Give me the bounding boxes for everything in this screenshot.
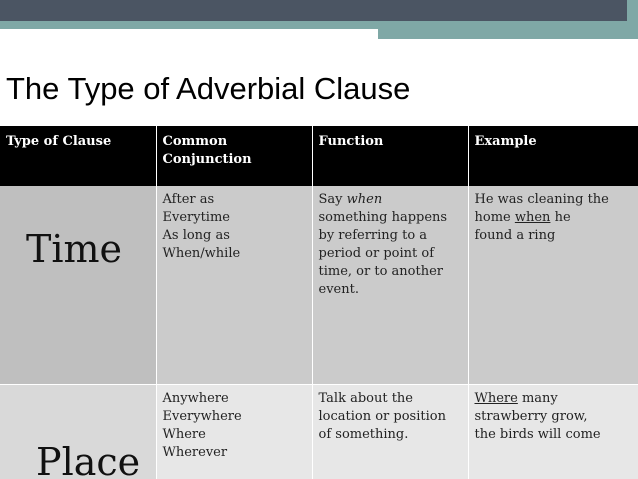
example-text: he [550, 210, 571, 225]
header-conjunction: Conjunction [162, 152, 252, 167]
example-line: strawberry grow, [474, 408, 588, 424]
header-common-conjunction [156, 126, 312, 186]
header-example: Example [468, 126, 638, 186]
conjunction-item: Wherever [162, 444, 228, 460]
example-text: many [517, 390, 558, 406]
example-line [475, 390, 633, 408]
slide-title: The Type of Adverbial Clause [6, 71, 411, 106]
table-header-row [0, 126, 638, 186]
example-line: found a ring [474, 228, 556, 243]
cell-function-time [312, 186, 468, 384]
adverbial-clause-table [0, 126, 638, 479]
cell-example-time [468, 186, 638, 384]
header-corner-accent [627, 0, 638, 21]
header-dark-bar [0, 0, 638, 21]
conjunction-item: Anywhere [162, 390, 229, 406]
function-line: time, or to another [318, 264, 443, 279]
conjunction-item: After as [162, 192, 215, 207]
function-line: location or position [318, 408, 446, 424]
function-line: Talk about the [318, 390, 413, 406]
example-text: home [474, 210, 515, 225]
function-line: of something. [318, 426, 409, 442]
cell-clause-type-time [0, 186, 156, 384]
cell-conjunctions-place [156, 384, 312, 479]
example-line [475, 209, 633, 227]
cell-example-place [468, 384, 638, 479]
function-emphasis: when [346, 192, 383, 207]
conjunction-item: Everywhere [162, 408, 242, 424]
header-teal-accent [378, 25, 638, 39]
clause-type-place: Place [36, 439, 141, 479]
header-type-of-clause: Type of Clause [0, 126, 156, 186]
cell-function-place [312, 384, 468, 479]
conjunction-item: When/while [162, 246, 241, 261]
function-prefix: Say [318, 192, 347, 207]
header-function: Function [312, 126, 468, 186]
table-row-place [0, 384, 638, 479]
example-keyword: Where [474, 390, 518, 406]
conjunction-item: Everytime [162, 210, 230, 225]
function-line: by referring to a [318, 228, 428, 243]
cell-clause-type-place [0, 384, 156, 479]
clause-type-time: Time [26, 227, 123, 271]
conjunction-item: As long as [162, 228, 230, 243]
table-row-time [0, 186, 638, 384]
conjunction-item: Where [162, 426, 206, 442]
function-line: event. [318, 282, 359, 297]
example-line: the birds will come [474, 426, 601, 442]
function-line: something happens [318, 210, 448, 225]
function-line: period or point of [318, 246, 435, 261]
function-line [319, 191, 462, 209]
example-keyword: when [514, 210, 551, 225]
cell-conjunctions-time [156, 186, 312, 384]
header-common: Common [162, 134, 228, 149]
example-line: He was cleaning the [474, 192, 609, 207]
